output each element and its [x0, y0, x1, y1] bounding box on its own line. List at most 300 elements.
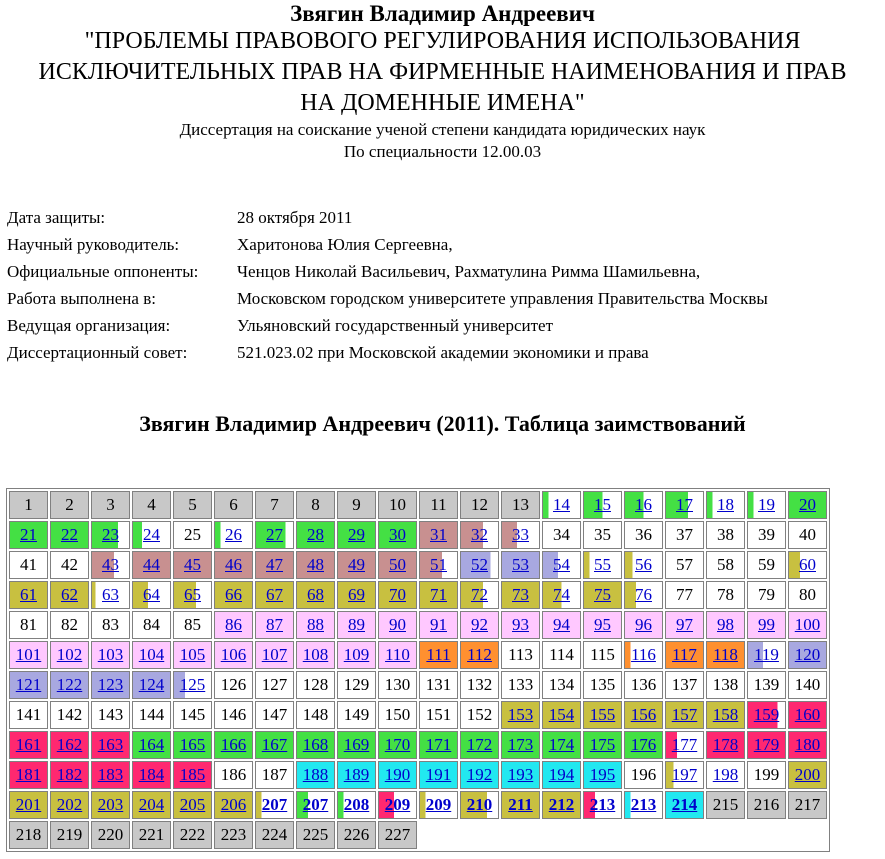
page-cell[interactable]	[337, 521, 376, 549]
page-cell[interactable]	[624, 701, 663, 729]
page-link[interactable]: 209	[384, 795, 411, 814]
page-link[interactable]: 202	[56, 795, 83, 814]
page-link[interactable]: 110	[385, 645, 410, 664]
page-cell[interactable]	[583, 791, 622, 819]
page-cell[interactable]	[747, 611, 786, 639]
page-link[interactable]: 153	[507, 705, 534, 724]
page-cell[interactable]	[747, 491, 786, 519]
page-link[interactable]: 158	[712, 705, 739, 724]
page-link[interactable]: 185	[179, 765, 206, 784]
page-link[interactable]: 23	[102, 525, 119, 544]
page-cell[interactable]	[173, 671, 212, 699]
page-cell[interactable]	[255, 521, 294, 549]
page-link[interactable]: 203	[97, 795, 124, 814]
page-link[interactable]: 20	[799, 495, 816, 514]
page-cell[interactable]	[337, 581, 376, 609]
page-cell[interactable]	[501, 701, 540, 729]
page-link[interactable]: 62	[61, 585, 78, 604]
page-link[interactable]: 101	[15, 645, 42, 664]
page-cell[interactable]	[460, 641, 499, 669]
page-cell[interactable]	[214, 521, 253, 549]
page-cell[interactable]	[91, 761, 130, 789]
page-cell[interactable]	[173, 581, 212, 609]
page-link[interactable]: 214	[671, 795, 698, 814]
page-cell[interactable]	[460, 761, 499, 789]
page-link[interactable]: 31	[430, 525, 447, 544]
page-cell[interactable]	[296, 521, 335, 549]
page-link[interactable]: 29	[348, 525, 365, 544]
page-link[interactable]: 156	[630, 705, 657, 724]
page-cell[interactable]	[173, 551, 212, 579]
page-cell[interactable]	[173, 761, 212, 789]
page-cell[interactable]	[173, 731, 212, 759]
page-link[interactable]: 49	[348, 555, 365, 574]
page-link[interactable]: 48	[307, 555, 324, 574]
page-cell[interactable]	[624, 641, 663, 669]
page-cell[interactable]	[542, 731, 581, 759]
page-link[interactable]: 181	[15, 765, 42, 784]
page-link[interactable]: 117	[672, 645, 697, 664]
page-link[interactable]: 87	[266, 615, 283, 634]
page-link[interactable]: 47	[266, 555, 283, 574]
page-link[interactable]: 201	[15, 795, 42, 814]
page-cell[interactable]	[255, 731, 294, 759]
page-cell: 113	[501, 641, 540, 669]
page-link[interactable]: 21	[20, 525, 37, 544]
page-cell[interactable]	[296, 731, 335, 759]
page-link[interactable]: 14	[553, 495, 570, 514]
page-link[interactable]: 15	[594, 495, 611, 514]
page-cell[interactable]	[665, 641, 704, 669]
page-cell[interactable]	[132, 791, 171, 819]
page-cell[interactable]	[91, 671, 130, 699]
page-link[interactable]: 108	[302, 645, 329, 664]
page-cell[interactable]	[788, 551, 827, 579]
page-cell[interactable]	[132, 731, 171, 759]
page-link[interactable]: 167	[261, 735, 288, 754]
page-link[interactable]: 184	[138, 765, 165, 784]
page-cell[interactable]	[419, 791, 458, 819]
page-cell[interactable]	[255, 611, 294, 639]
page-cell[interactable]	[132, 761, 171, 789]
page-cell[interactable]	[296, 761, 335, 789]
page-cell[interactable]	[501, 761, 540, 789]
page-cell[interactable]	[542, 791, 581, 819]
page-link[interactable]: 107	[261, 645, 288, 664]
page-cell[interactable]	[501, 731, 540, 759]
page-cell[interactable]	[624, 611, 663, 639]
page-cell[interactable]	[378, 641, 417, 669]
page-link[interactable]: 56	[635, 555, 652, 574]
page-cell[interactable]	[665, 611, 704, 639]
page-cell[interactable]	[214, 791, 253, 819]
page-link[interactable]: 65	[184, 585, 201, 604]
page-cell[interactable]	[706, 611, 745, 639]
page-cell[interactable]	[378, 611, 417, 639]
page-cell[interactable]	[214, 551, 253, 579]
page-link[interactable]: 177	[671, 735, 698, 754]
page-cell[interactable]	[460, 611, 499, 639]
page-cell[interactable]	[296, 641, 335, 669]
page-link[interactable]: 178	[712, 735, 739, 754]
page-link[interactable]: 88	[307, 615, 324, 634]
page-cell[interactable]	[50, 791, 89, 819]
page-cell[interactable]	[542, 701, 581, 729]
page-link[interactable]: 30	[389, 525, 406, 544]
page-cell[interactable]	[255, 551, 294, 579]
page-cell: 9	[337, 491, 376, 519]
page-cell[interactable]	[378, 521, 417, 549]
page-cell[interactable]	[665, 491, 704, 519]
page-link[interactable]: 175	[589, 735, 616, 754]
page-link[interactable]: 109	[343, 645, 370, 664]
page-link[interactable]: 16	[635, 495, 652, 514]
page-link[interactable]: 188	[302, 765, 329, 784]
page-cell[interactable]	[624, 791, 663, 819]
page-link[interactable]: 195	[589, 765, 616, 784]
page-link[interactable]: 170	[384, 735, 411, 754]
page-link[interactable]: 76	[635, 585, 652, 604]
page-cell[interactable]	[173, 641, 212, 669]
page-cell[interactable]	[132, 581, 171, 609]
page-cell[interactable]	[706, 731, 745, 759]
page-link[interactable]: 207	[261, 795, 288, 814]
page-link[interactable]: 22	[61, 525, 78, 544]
page-link[interactable]: 103	[97, 645, 124, 664]
page-cell[interactable]	[788, 731, 827, 759]
page-link[interactable]: 54	[553, 555, 570, 574]
page-link[interactable]: 93	[512, 615, 529, 634]
page-cell[interactable]	[337, 791, 376, 819]
page-link[interactable]: 209	[425, 795, 452, 814]
page-link[interactable]: 171	[425, 735, 452, 754]
page-cell[interactable]	[9, 731, 48, 759]
page-link[interactable]: 63	[102, 585, 119, 604]
page-link[interactable]: 189	[343, 765, 370, 784]
page-link[interactable]: 210	[466, 795, 493, 814]
page-link[interactable]: 211	[508, 795, 533, 814]
page-link[interactable]: 122	[56, 675, 83, 694]
page-cell[interactable]	[91, 521, 130, 549]
page-link[interactable]: 27	[266, 525, 283, 544]
page-link[interactable]: 191	[425, 765, 452, 784]
page-link[interactable]: 106	[220, 645, 247, 664]
page-link[interactable]: 192	[466, 765, 493, 784]
page-link[interactable]: 66	[225, 585, 242, 604]
page-cell[interactable]	[542, 491, 581, 519]
page-link[interactable]: 61	[20, 585, 37, 604]
page-cell[interactable]	[460, 791, 499, 819]
page-cell[interactable]	[255, 641, 294, 669]
page-cell[interactable]	[788, 641, 827, 669]
page-cell[interactable]	[214, 731, 253, 759]
page-link[interactable]: 19	[758, 495, 775, 514]
page-cell[interactable]	[9, 581, 48, 609]
page-link[interactable]: 111	[426, 645, 451, 664]
page-link[interactable]: 94	[553, 615, 570, 634]
page-link[interactable]: 197	[671, 765, 698, 784]
page-link[interactable]: 174	[548, 735, 575, 754]
page-cell[interactable]	[460, 521, 499, 549]
page-link[interactable]: 95	[594, 615, 611, 634]
page-link[interactable]: 182	[56, 765, 83, 784]
page-link[interactable]: 121	[15, 675, 42, 694]
page-cell[interactable]	[624, 491, 663, 519]
page-cell[interactable]	[583, 701, 622, 729]
page-cell[interactable]	[460, 731, 499, 759]
page-cell[interactable]	[296, 581, 335, 609]
page-cell[interactable]	[9, 521, 48, 549]
page-cell[interactable]	[542, 581, 581, 609]
page-cell[interactable]	[419, 611, 458, 639]
page-link[interactable]: 74	[553, 585, 570, 604]
page-cell[interactable]	[501, 791, 540, 819]
page-cell[interactable]	[296, 611, 335, 639]
page-cell[interactable]	[419, 581, 458, 609]
page-link[interactable]: 183	[97, 765, 124, 784]
page-link[interactable]: 204	[138, 795, 165, 814]
page-link[interactable]: 69	[348, 585, 365, 604]
page-cell[interactable]	[337, 731, 376, 759]
page-link[interactable]: 102	[56, 645, 83, 664]
page-link[interactable]: 207	[302, 795, 329, 814]
page-cell[interactable]	[132, 641, 171, 669]
page-cell[interactable]	[665, 701, 704, 729]
page-cell[interactable]	[91, 581, 130, 609]
page-cell[interactable]	[337, 551, 376, 579]
page-link[interactable]: 124	[138, 675, 165, 694]
page-link[interactable]: 60	[799, 555, 816, 574]
page-link[interactable]: 166	[220, 735, 247, 754]
page-link[interactable]: 194	[548, 765, 575, 784]
page-link[interactable]: 33	[512, 525, 529, 544]
page-cell[interactable]	[132, 521, 171, 549]
page-link[interactable]: 100	[794, 615, 821, 634]
page-link[interactable]: 97	[676, 615, 693, 634]
page-link[interactable]: 163	[97, 735, 124, 754]
page-link[interactable]: 173	[507, 735, 534, 754]
page-cell[interactable]	[50, 581, 89, 609]
page-link[interactable]: 155	[589, 705, 616, 724]
page-link[interactable]: 165	[179, 735, 206, 754]
page-cell[interactable]	[583, 761, 622, 789]
page-link[interactable]: 154	[548, 705, 575, 724]
page-cell[interactable]	[665, 731, 704, 759]
page-cell[interactable]	[460, 551, 499, 579]
page-cell[interactable]	[50, 521, 89, 549]
page-link[interactable]: 105	[179, 645, 206, 664]
page-link[interactable]: 200	[794, 765, 821, 784]
page-cell[interactable]	[255, 581, 294, 609]
page-link[interactable]: 164	[138, 735, 165, 754]
page-link[interactable]: 91	[430, 615, 447, 634]
page-cell[interactable]	[788, 491, 827, 519]
page-cell[interactable]	[583, 731, 622, 759]
page-link[interactable]: 208	[343, 795, 370, 814]
page-link[interactable]: 90	[389, 615, 406, 634]
page-link[interactable]: 68	[307, 585, 324, 604]
page-cell[interactable]	[132, 551, 171, 579]
page-link[interactable]: 51	[430, 555, 447, 574]
page-link[interactable]: 112	[467, 645, 492, 664]
page-cell[interactable]	[665, 791, 704, 819]
page-cell[interactable]	[50, 731, 89, 759]
page-link[interactable]: 176	[630, 735, 657, 754]
page-link[interactable]: 67	[266, 585, 283, 604]
page-cell[interactable]	[542, 761, 581, 789]
page-cell[interactable]	[583, 551, 622, 579]
page-link[interactable]: 213	[630, 795, 657, 814]
page-cell[interactable]	[419, 731, 458, 759]
page-link[interactable]: 118	[713, 645, 738, 664]
page-link[interactable]: 46	[225, 555, 242, 574]
page-cell[interactable]	[296, 791, 335, 819]
page-link[interactable]: 120	[794, 645, 821, 664]
page-link[interactable]: 198	[712, 765, 739, 784]
page-cell[interactable]	[788, 611, 827, 639]
page-link[interactable]: 213	[589, 795, 616, 814]
page-link[interactable]: 73	[512, 585, 529, 604]
page-link[interactable]: 119	[754, 645, 779, 664]
page-cell[interactable]	[460, 581, 499, 609]
page-cell[interactable]	[501, 581, 540, 609]
page-link[interactable]: 157	[671, 705, 698, 724]
page-cell[interactable]	[542, 551, 581, 579]
page-cell[interactable]	[9, 641, 48, 669]
page-link[interactable]: 32	[471, 525, 488, 544]
page-link[interactable]: 193	[507, 765, 534, 784]
page-cell[interactable]	[788, 701, 827, 729]
page-cell[interactable]	[337, 761, 376, 789]
page-link[interactable]: 17	[676, 495, 693, 514]
page-link[interactable]: 89	[348, 615, 365, 634]
page-cell[interactable]	[132, 671, 171, 699]
page-link[interactable]: 86	[225, 615, 242, 634]
page-cell[interactable]	[91, 731, 130, 759]
page-cell[interactable]	[91, 641, 130, 669]
page-cell[interactable]	[337, 611, 376, 639]
page-link[interactable]: 70	[389, 585, 406, 604]
page-cell[interactable]	[378, 791, 417, 819]
page-link[interactable]: 162	[56, 735, 83, 754]
page-link[interactable]: 172	[466, 735, 493, 754]
page-cell[interactable]	[378, 581, 417, 609]
page-link[interactable]: 26	[225, 525, 242, 544]
page-cell[interactable]	[91, 791, 130, 819]
page-cell[interactable]	[501, 551, 540, 579]
page-link[interactable]: 28	[307, 525, 324, 544]
page-link[interactable]: 180	[794, 735, 821, 754]
page-link[interactable]: 92	[471, 615, 488, 634]
page-cell[interactable]	[50, 761, 89, 789]
page-link[interactable]: 72	[471, 585, 488, 604]
page-cell[interactable]	[255, 791, 294, 819]
page-link[interactable]: 168	[302, 735, 329, 754]
page-cell[interactable]	[50, 641, 89, 669]
page-link[interactable]: 161	[15, 735, 42, 754]
page-link[interactable]: 64	[143, 585, 160, 604]
page-link[interactable]: 205	[179, 795, 206, 814]
page-link[interactable]: 169	[343, 735, 370, 754]
page-link[interactable]: 104	[138, 645, 165, 664]
page-cell[interactable]	[378, 761, 417, 789]
page-link[interactable]: 52	[471, 555, 488, 574]
page-link[interactable]: 44	[143, 555, 160, 574]
page-cell[interactable]	[419, 641, 458, 669]
page-cell[interactable]	[419, 761, 458, 789]
page-cell[interactable]	[583, 491, 622, 519]
page-link[interactable]: 116	[631, 645, 656, 664]
page-cell[interactable]	[378, 551, 417, 579]
page-link[interactable]: 55	[594, 555, 611, 574]
page-link[interactable]: 190	[384, 765, 411, 784]
page-cell[interactable]	[624, 731, 663, 759]
page-link[interactable]: 212	[548, 795, 575, 814]
page-cell[interactable]	[173, 791, 212, 819]
page-link[interactable]: 71	[430, 585, 447, 604]
page-cell[interactable]	[706, 761, 745, 789]
page-cell[interactable]	[91, 551, 130, 579]
page-cell[interactable]	[9, 761, 48, 789]
page-link[interactable]: 50	[389, 555, 406, 574]
page-link[interactable]: 18	[717, 495, 734, 514]
page-link[interactable]: 53	[512, 555, 529, 574]
page-link[interactable]: 24	[143, 525, 160, 544]
page-cell[interactable]	[665, 761, 704, 789]
page-cell[interactable]	[583, 611, 622, 639]
page-cell[interactable]	[501, 521, 540, 549]
page-cell[interactable]	[706, 641, 745, 669]
page-cell: 82	[50, 611, 89, 639]
page-cell[interactable]	[337, 641, 376, 669]
page-cell[interactable]	[50, 671, 89, 699]
page-cell: 134	[542, 671, 581, 699]
page-link[interactable]: 98	[717, 615, 734, 634]
page-cell[interactable]	[501, 611, 540, 639]
page-cell[interactable]	[747, 701, 786, 729]
page-cell[interactable]	[624, 581, 663, 609]
page-cell[interactable]	[214, 581, 253, 609]
page-cell[interactable]	[214, 611, 253, 639]
page-cell[interactable]	[747, 731, 786, 759]
page-link[interactable]: 75	[594, 585, 611, 604]
page-cell[interactable]	[542, 611, 581, 639]
page-cell[interactable]	[9, 791, 48, 819]
page-link[interactable]: 159	[753, 705, 780, 724]
page-cell[interactable]	[788, 761, 827, 789]
page-cell[interactable]	[706, 491, 745, 519]
page-cell[interactable]	[296, 551, 335, 579]
page-cell[interactable]	[419, 521, 458, 549]
page-link[interactable]: 206	[220, 795, 247, 814]
page-cell[interactable]	[747, 641, 786, 669]
page-cell[interactable]	[378, 731, 417, 759]
page-cell[interactable]	[419, 551, 458, 579]
page-link[interactable]: 125	[179, 675, 206, 694]
page-link[interactable]: 99	[758, 615, 775, 634]
page-link[interactable]: 45	[184, 555, 201, 574]
page-link[interactable]: 43	[102, 555, 119, 574]
page-cell[interactable]	[624, 551, 663, 579]
page-cell[interactable]	[214, 641, 253, 669]
page-cell[interactable]	[706, 701, 745, 729]
page-link[interactable]: 179	[753, 735, 780, 754]
page-link[interactable]: 160	[794, 705, 821, 724]
page-link[interactable]: 123	[97, 675, 124, 694]
page-cell[interactable]	[583, 581, 622, 609]
page-cell[interactable]	[9, 671, 48, 699]
page-link[interactable]: 96	[635, 615, 652, 634]
